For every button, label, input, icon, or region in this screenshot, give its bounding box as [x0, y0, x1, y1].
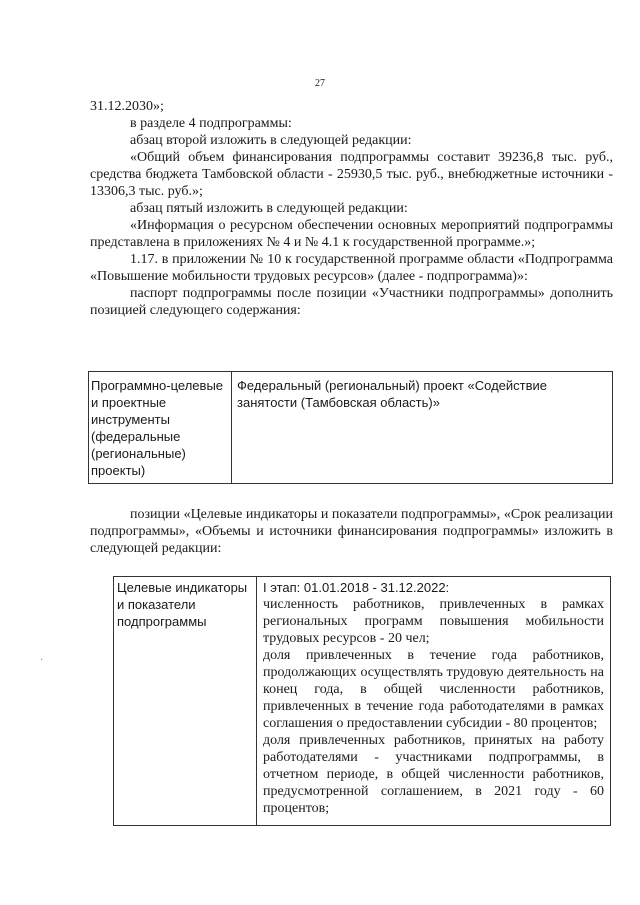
- table-label-cell: Программно-целевые и проектные инструменты (федеральные (региональные) проекты): [89, 372, 232, 483]
- paragraph: «Общий объем финансирования подпрограммы составит 39236,8 тыс. руб., средства бюджета Тамбовской области - 25930,5 тыс. руб., внебюджетные источники - 13306,3 тыс. руб.»;: [90, 150, 613, 199]
- paragraph: 31.12.2030»;: [90, 99, 164, 114]
- table-value-cell: [258, 577, 610, 817]
- paragraph: 1.17. в приложении № 10 к государственной программе области «Подпрограмма «Повышение мобильности трудовых ресурсов» (далее - подпрограмма)»:: [90, 252, 613, 284]
- table-value-cell: Федеральный (региональный) проект «Содействие занятости (Тамбовская область)»: [237, 378, 547, 410]
- paragraph: в разделе 4 подпрограммы:: [130, 116, 292, 131]
- indicator-item: доля привлеченных в течение года работников, продолжающих осуществлять трудовую деятельность на конец года, в общей численности работников, привлеченных в течение года работодателями в рамках соглашения о предоставлении субсидии - 80 процентов;: [263, 648, 604, 731]
- paragraph: «Информация о ресурсном обеспечении основных мероприятий подпрограммы представлена в приложениях № 4 и № 4.1 к государственной программе.»;: [90, 218, 613, 250]
- paragraph: абзац второй изложить в следующей редакции:: [130, 133, 412, 148]
- body-text: [90, 98, 613, 319]
- table-label-cell: Целевые индикаторы и показатели подпрограммы: [114, 577, 257, 825]
- indicator-item: численность работников, привлеченных в рамках региональных программ повышения мобильности трудовых ресурсов - 20 чел;: [263, 597, 604, 646]
- paragraph: позиции «Целевые индикаторы и показатели подпрограммы», «Срок реализации подпрограммы», «Объемы и источники финансирования подпрограммы» изложить в следующей редакции:: [90, 507, 613, 556]
- paragraph: паспорт подпрограммы после позиции «Участники подпрограммы» дополнить позицией следующего содержания:: [90, 286, 613, 318]
- passport-table-tools: [88, 371, 613, 484]
- paragraph: абзац пятый изложить в следующей редакции:: [130, 201, 408, 216]
- passport-table-indicators: [113, 576, 611, 826]
- stage-line: I этап: 01.01.2018 - 31.12.2022:: [263, 580, 450, 595]
- page-number: 27: [315, 78, 325, 89]
- indicator-item: доля привлеченных работников, принятых на работу работодателями - участниками подпрограммы, в отчетном периоде, в общей численности работников, предусмотренной соглашением, в 2021 году - 60 процентов;: [263, 733, 604, 816]
- mid-text: [90, 506, 613, 557]
- margin-mark: ·: [40, 655, 44, 666]
